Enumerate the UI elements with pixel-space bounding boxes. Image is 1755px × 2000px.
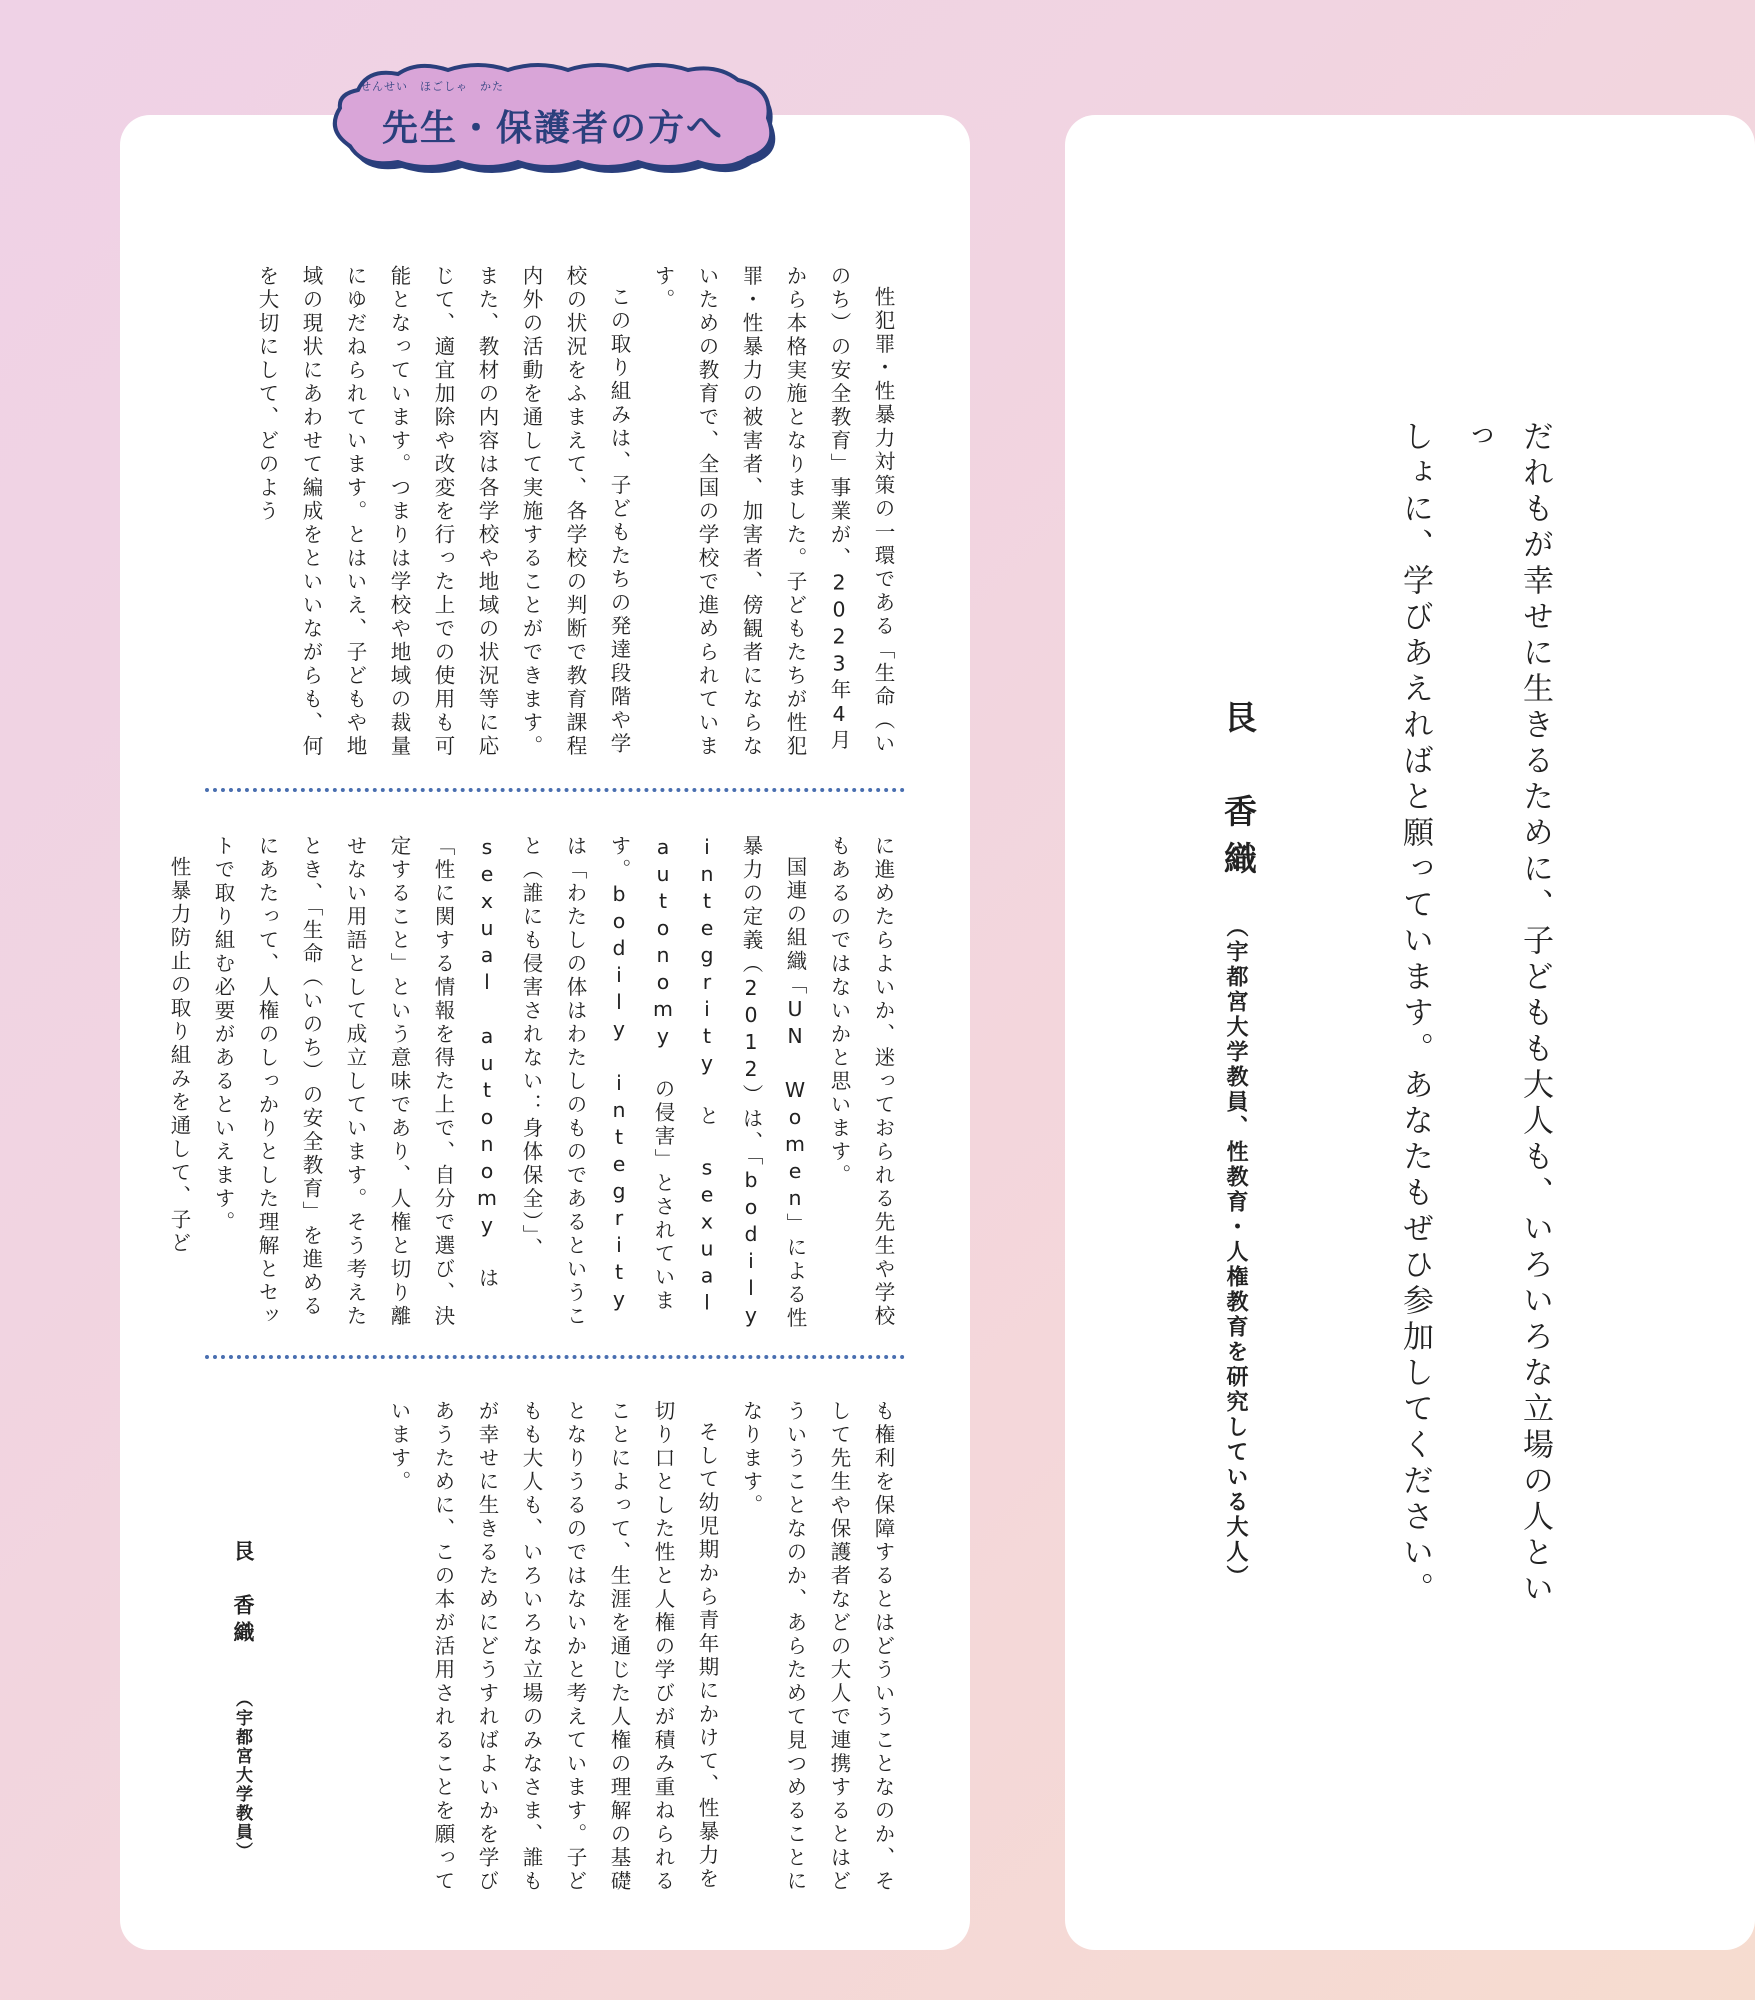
paragraph: 国連の組織「UN Women」による性暴力の定義（2012）は、「bodily integrity と sexual autonomy の侵害」とされています。bodily integrity は「わたしの体はわたしのものであるということ（誰にも侵害されない：身体保全）」、sexual autonomy は「性に関する情報を得た上で、自分で選び、決定すること」という意味であり、人権と切り離せない用語として成立しています。そう考えたとき、「生命（いのち）の安全教育」を進めるにあたって、人権のしっかりとした理解とセットで取り組む必要があるといえます。 xyxy=(211,835,807,1330)
article-section-2 xyxy=(167,835,905,1335)
article-section-3 xyxy=(335,1400,905,1900)
message-line: だれもが幸せに生きるために、子どもも大人も、いろいろな立場の人といっ xyxy=(1457,420,1553,1608)
signature-affiliation: （宇都宮大学教員） xyxy=(232,1690,252,1861)
paragraph: そして幼児期から青年期にかけて、性暴力を切り口とした性と人権の学びが積み重ねられることによって、生涯を通じた人権の理解の基礎となりうるのではないかと考えています。子どもも大人も、いろいろな立場のみなさま、誰もが幸せに生きるためにどうすればよいかを学びあうために、この本が活用されることを願っています。 xyxy=(387,1400,719,1894)
right-signature-name: 艮 香織 xyxy=(1219,700,1258,888)
paragraph: 性犯罪・性暴力対策の一環である「生命（いのち）の安全教育」事業が、2023年4月から本格実施となりました。子どもたちが性犯罪・性暴力の被害者、加害者、傍観者にならないための教育で、全国の学校で進められています。 xyxy=(651,265,895,759)
left-signature-affiliation xyxy=(230,1690,255,1861)
article-section-1 xyxy=(200,265,905,775)
signature-name: 艮 香織 xyxy=(231,1540,255,1648)
paragraph: 性暴力防止の取り組みを通して、子ど xyxy=(167,855,191,1255)
paragraph: この取り組みは、子どもたちの発達段階や学校の状況をふまえて、各学校の判断で教育課程内外の活動を通して実施することができます。また、教材の内容は各学校や地域の状況等に応じて、適宜加除や改変を行った上での使用も可能となっています。つまりは学校や地域の裁量にゆだねられています。とはいえ、子どもや地域の現状にあわせて編成をといいながらも、何を大切にして、どのよう xyxy=(255,265,631,759)
section-divider xyxy=(205,788,905,792)
paragraph: も権利を保障するとはどういうことなのか、そして先生や保護者などの大人で連携するとはどういうことなのか、あらためて見つめることになります。 xyxy=(739,1400,895,1894)
right-message xyxy=(1385,420,1565,1620)
header-banner xyxy=(318,60,788,172)
message-line: しょに、学びあえればと願っています。あなたもぜひ参加してください。 xyxy=(1397,420,1433,1608)
section-divider xyxy=(205,1355,905,1359)
paragraph: に進めたらよいか、迷っておられる先生や学校もあるのではないかと思います。 xyxy=(827,835,895,1329)
right-signature-affiliation: （宇都宮大学教員、性教育・人権教育を研究している大人） xyxy=(1223,915,1248,1590)
header-ruby: せんせい ほごしゃ かた xyxy=(360,80,504,93)
header-title: 先生・保護者の方へ xyxy=(381,108,724,149)
